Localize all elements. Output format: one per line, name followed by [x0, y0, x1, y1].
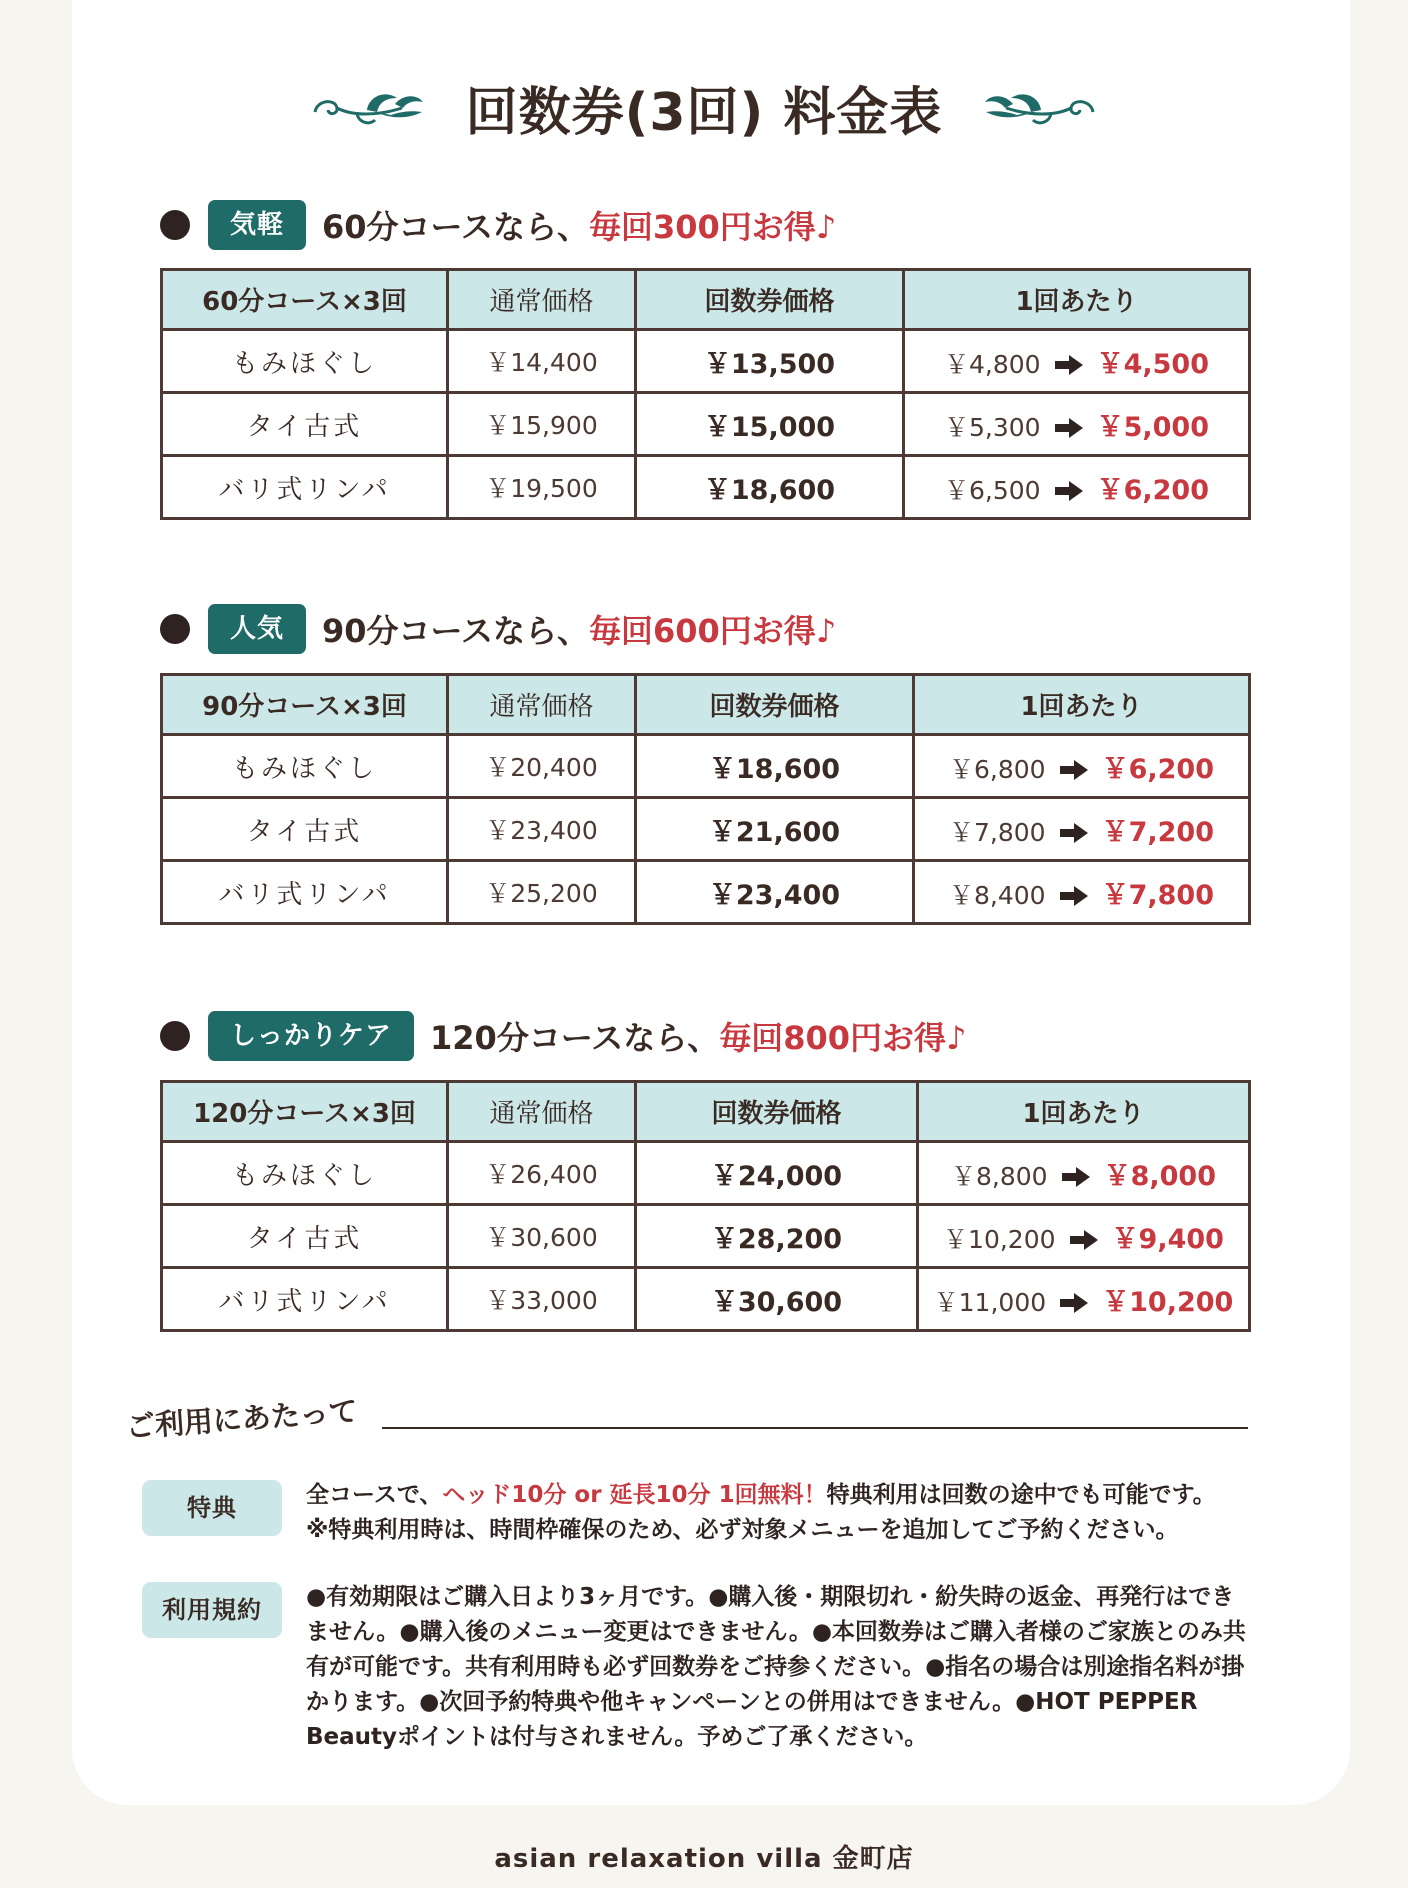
- section-heading: [160, 1009, 966, 1063]
- normal-price: ￥15,900: [448, 393, 636, 456]
- usage-title: ご利用にあたって: [124, 1393, 359, 1444]
- ticket-price: ￥23,400: [636, 861, 914, 924]
- ticket-price: ￥13,500: [636, 330, 904, 393]
- price-table: [160, 268, 1251, 520]
- course-name: タイ古式: [162, 798, 448, 861]
- header-ticket-price: 回数券価格: [636, 1082, 918, 1142]
- header-course: 60分コース×3回: [162, 270, 448, 330]
- header-course: 120分コース×3回: [162, 1082, 448, 1142]
- per-visit: ￥8,800 ￥8,000: [918, 1142, 1250, 1205]
- course-tag: 気軽: [208, 200, 306, 250]
- table-row: [162, 1205, 1250, 1268]
- header-per-visit: 1回あたり: [918, 1082, 1250, 1142]
- course-name: バリ式リンパ: [162, 1268, 448, 1331]
- course-name: もみほぐし: [162, 330, 448, 393]
- bullet-icon: [160, 1021, 190, 1051]
- per-visit: ￥10,200 ￥9,400: [918, 1205, 1250, 1268]
- per-visit: ￥7,800 ￥7,200: [914, 798, 1250, 861]
- section-heading: [160, 602, 836, 656]
- arrow-right-icon: [1055, 481, 1083, 501]
- table-header-row: [162, 675, 1250, 735]
- terms-text: ●有効期限はご購入日より3ヶ月です。●購入後・期限切れ・紛失時の返金、再発行はできません。●購入後のメニュー変更はできません。●本回数券はご購入者様のご家族とのみ共有が可能です。共有利用時も必ず回数券をご持参ください。●指名の場合は別途指名料が掛かります。●次回予約特典や他キャンペーンとの併用はできません。●HOT PEPPER Beautyポイントは付与されません。予めご了承ください。: [306, 1584, 1246, 1750]
- table-row: [162, 1268, 1250, 1331]
- table-row: [162, 861, 1250, 924]
- ticket-price: ￥18,600: [636, 735, 914, 798]
- normal-price: ￥25,200: [448, 861, 636, 924]
- arrow-right-icon: [1060, 886, 1088, 906]
- ticket-price: ￥21,600: [636, 798, 914, 861]
- table-row: [162, 330, 1250, 393]
- benefit-label: 特典: [142, 1480, 282, 1536]
- arrow-right-icon: [1060, 1293, 1088, 1313]
- price-table: [160, 673, 1251, 925]
- arrow-right-icon: [1062, 1167, 1090, 1187]
- course-name: バリ式リンパ: [162, 456, 448, 519]
- ticket-price: ￥24,000: [636, 1142, 918, 1205]
- header-normal-price: 通常価格: [448, 1082, 636, 1142]
- flourish-right-icon: [976, 82, 1101, 132]
- course-name: もみほぐし: [162, 735, 448, 798]
- ticket-price: ￥30,600: [636, 1268, 918, 1331]
- section-headline: 120分コースなら、毎回800円お得♪: [430, 1019, 967, 1057]
- header-normal-price: 通常価格: [448, 675, 636, 735]
- bullet-icon: [160, 614, 190, 644]
- price-table: [160, 1080, 1251, 1332]
- arrow-right-icon: [1070, 1230, 1098, 1250]
- per-visit: ￥11,000 ￥10,200: [918, 1268, 1250, 1331]
- header-normal-price: 通常価格: [448, 270, 636, 330]
- course-name: タイ古式: [162, 1205, 448, 1268]
- normal-price: ￥26,400: [448, 1142, 636, 1205]
- table-row: [162, 393, 1250, 456]
- header-ticket-price: 回数券価格: [636, 675, 914, 735]
- flourish-left-icon: [307, 82, 432, 132]
- normal-price: ￥20,400: [448, 735, 636, 798]
- course-name: タイ古式: [162, 393, 448, 456]
- header-course: 90分コース×3回: [162, 675, 448, 735]
- normal-price: ￥23,400: [448, 798, 636, 861]
- page-title: 回数券(3回) 料金表: [465, 82, 943, 143]
- section-headline: 90分コースなら、毎回600円お得♪: [322, 612, 837, 650]
- normal-price: ￥33,000: [448, 1268, 636, 1331]
- header-per-visit: 1回あたり: [914, 675, 1250, 735]
- table-row: [162, 798, 1250, 861]
- per-visit: ￥5,300 ￥5,000: [904, 393, 1250, 456]
- title-row: [0, 72, 1408, 142]
- table-header-row: [162, 270, 1250, 330]
- header-ticket-price: 回数券価格: [636, 270, 904, 330]
- normal-price: ￥30,600: [448, 1205, 636, 1268]
- per-visit: ￥6,500 ￥6,200: [904, 456, 1250, 519]
- table-row: [162, 1142, 1250, 1205]
- terms-label: 利用規約: [142, 1582, 282, 1638]
- benefit-text: 全コースで、ヘッド10分 or 延長10分 1回無料！特典利用は回数の途中でも可能です。 ※特典利用時は、時間枠確保のため、必ず対象メニューを追加してご予約ください。: [306, 1482, 1216, 1543]
- arrow-right-icon: [1055, 418, 1083, 438]
- ticket-price: ￥28,200: [636, 1205, 918, 1268]
- per-visit: ￥8,400 ￥7,800: [914, 861, 1250, 924]
- header-per-visit: 1回あたり: [904, 270, 1250, 330]
- arrow-right-icon: [1055, 355, 1083, 375]
- course-name: もみほぐし: [162, 1142, 448, 1205]
- table-row: [162, 456, 1250, 519]
- normal-price: ￥14,400: [448, 330, 636, 393]
- course-name: バリ式リンパ: [162, 861, 448, 924]
- course-tag: 人気: [208, 604, 306, 654]
- arrow-right-icon: [1060, 823, 1088, 843]
- footer-store-name: asian relaxation villa 金町店: [494, 1844, 914, 1874]
- divider: [382, 1427, 1248, 1429]
- course-tag: しっかりケア: [208, 1011, 414, 1061]
- bullet-icon: [160, 210, 190, 240]
- table-header-row: [162, 1082, 1250, 1142]
- section-heading: [160, 198, 836, 252]
- table-row: [162, 735, 1250, 798]
- per-visit: ￥4,800 ￥4,500: [904, 330, 1250, 393]
- ticket-price: ￥15,000: [636, 393, 904, 456]
- section-headline: 60分コースなら、毎回300円お得♪: [322, 208, 837, 246]
- per-visit: ￥6,800 ￥6,200: [914, 735, 1250, 798]
- normal-price: ￥19,500: [448, 456, 636, 519]
- arrow-right-icon: [1060, 760, 1088, 780]
- ticket-price: ￥18,600: [636, 456, 904, 519]
